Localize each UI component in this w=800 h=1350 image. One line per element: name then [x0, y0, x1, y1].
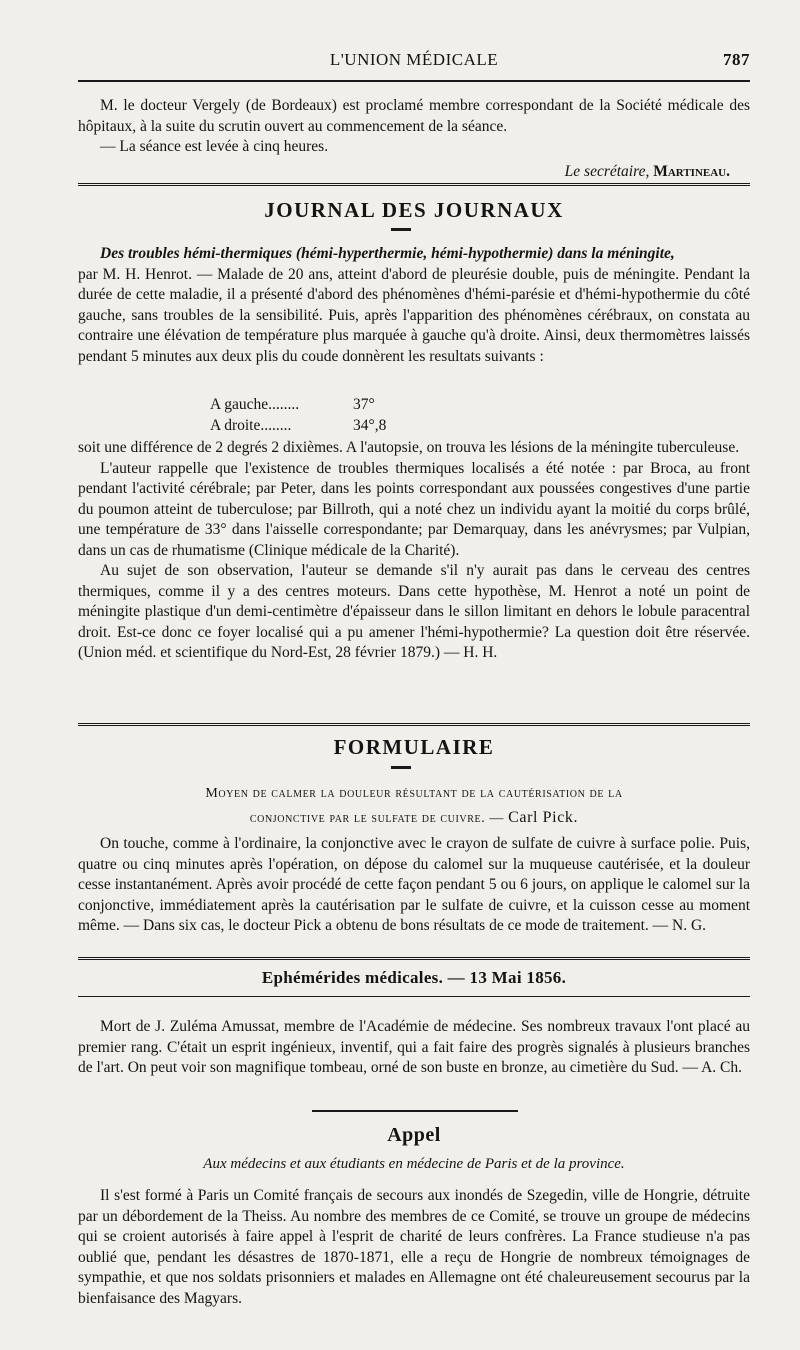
section-rule — [78, 996, 750, 997]
short-rule — [312, 1110, 518, 1112]
journal-title: L'UNION MÉDICALE — [329, 50, 499, 69]
session-announcement: M. le docteur Vergely (de Bordeaux) est proclamé membre correspondant de la Société médicale des hôpitaux, à la suite du scrutin ouvert au commencement de la séance. — [78, 97, 750, 135]
article-paragraph-2: soit une différence de 2 degrés 2 dixièmes. A l'autopsie, on trouva les lésions de la méningite tuberculeuse. — [78, 439, 740, 456]
article-paragraph-4: Au sujet de son observation, l'auteur se demande s'il n'y aurait pas dans le cerveau des centres thermiques, comme il y a des centres moteurs. Dans cette hypothèse, M. Henrot a noté un point de méningite plastique d'un demi-centimètre d'épaisseur dans le sillon limitant en dehors le lobule paracentral droit. Est-ce donc ce foyer localisé qui a pu amener l'hémi-hypothermie? La question doit être réservée. (Union méd. et scientifique du Nord-Est, 28 février 1879.) — H. H. — [78, 562, 750, 661]
result-row-right: A droite........ 34°,8 — [210, 417, 387, 434]
section-dash — [391, 766, 411, 769]
section-rule — [78, 723, 750, 729]
article-paragraph-3: L'auteur rappelle que l'existence de troubles thermiques localisés a été notée : par Broca, au front pendant l'activité cérébrale; par Peter, dans les points correspondant aux poussées congestives d'une partie du poumon atteint de tuberculose; par Billroth, qui a noté chez un individu ayant la moitié du corps brûlé, une température de 33° dans l'aisselle correspondante; par Demarquay, dans les anévrysmes; par Vulpian, dans un cas de rhumatisme (Clinique médicale de la Charité). — [78, 459, 750, 559]
section-title-ephemerides: Ephémérides médicales. — 13 Mai 1856. — [261, 968, 567, 987]
page-number: 787 — [723, 50, 750, 69]
section-title-journal: JOURNAL DES JOURNAUX — [264, 198, 564, 222]
section-title-appel: Appel — [387, 1124, 441, 1146]
journal-article-continued — [78, 438, 750, 664]
appel-body: Il s'est formé à Paris un Comité français de secours aux inondés de Szegedin, ville de Hongrie, détruite par un débordement de la Theiss. Au nombre des membres de ce Comité, se trouve un groupe de médecins qui se croient autorisés à faire appel à l'esprit de charité de leurs confrères. La France studieuse n'a pas oublié que, pendant les désastres de 1870-1871, elle a reçu de Hongrie de nombreux témoignages de sympathie, et que nos soldats prisonniers et malades en Allemagne ont été chaleureusement secourus par la bienfaisance des Magyars. — [78, 1187, 750, 1307]
section-title-formulaire: FORMULAIRE — [333, 735, 495, 759]
result-row-left: A gauche........ 37° — [210, 396, 375, 413]
formulaire-body: On touche, comme à l'ordinaire, la conjonctive avec le crayon de sulfate de cuivre à surface polie. Puis, quatre ou cinq minutes après l'opération, on dépose du calomel sur la muqueuse cautérisée, et la douleur cesse instantanément. Après avoir procédé de cette façon pendant 5 ou 6 jours, on applique le calomel sur la conjonctive, immédiatement après la cautérisation par le sulfate de cuivre, et la cuisson cesse au moment même. — Dans six cas, le docteur Pick a obtenu de bons résultats de ce mode de traitement. — N. G. — [78, 835, 750, 934]
header-rule — [78, 80, 750, 82]
running-header — [78, 50, 750, 74]
session-closing: — La séance est levée à cinq heures. — [100, 138, 329, 155]
section-dash — [391, 228, 411, 231]
appel-subtitle: Aux médecins et aux étudiants en médecine de Paris et de la province. — [203, 1156, 625, 1172]
session-report — [78, 96, 750, 182]
journal-article — [78, 244, 750, 367]
ephemerides-body: Mort de J. Zuléma Amussat, membre de l'Académie de médecine. Ses nombreux travaux l'ont placé au premier rang. C'était un esprit ingénieux, inventif, qui a fait faire des progrès signalés à plusieurs branches de l'art. On peut voir son magnifique tombeau, orné de son buste en bronze, au cimetière du Sud. — A. Ch. — [78, 1018, 750, 1076]
temperature-results — [210, 394, 386, 436]
article-title: Des troubles hémi-thermiques (hémi-hyperthermie, hémi-hypothermie) dans la méningite, — [100, 245, 675, 262]
article-paragraph-1: par M. H. Henrot. — Malade de 20 ans, atteint d'abord de pleurésie double, puis de méningite. Pendant la durée de cette maladie, il a présenté d'abord des phénomènes d'hémi-parésie et d'hémi-hypothermie du côté gauche, sans troubles de la sensibilité. Puis, après l'apparition des phénomènes cérébraux, on constata au contraire une élévation de température plus marquée à gauche qu'à droite. Ainsi, deux thermomètres laissés pendant 5 minutes aux deux plis du coude donnèrent les resultats suivants : — [78, 265, 750, 365]
section-rule — [78, 957, 750, 963]
section-rule — [78, 183, 750, 189]
formulaire-subtitle: Moyen de calmer la douleur résultant de la cautérisation de la conjonctive par le sulfate de cuivre. — Carl Pick. — [205, 786, 623, 826]
secretary-signature: Le secrétaire, Martineau. — [564, 162, 730, 180]
